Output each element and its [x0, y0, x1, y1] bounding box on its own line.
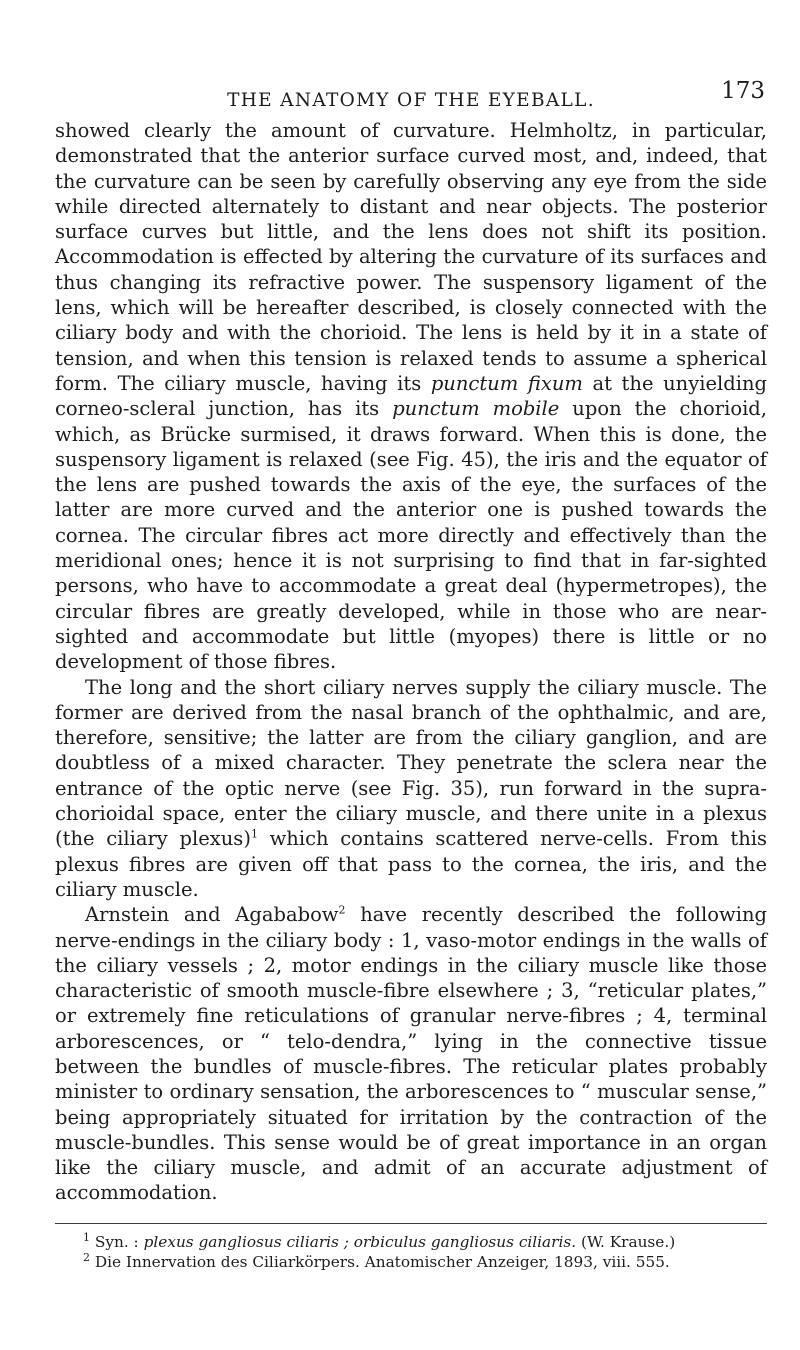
- text-run: showed clearly the amount of curvature. Helmholtz, in particular, demonstrated that the anterior surface curved most, and, indeed, that the curvature can be seen by carefully observing any eye from the side while directed alternately to distant and near objects. The posterior surface curves but little, and the lens does not shift its position. Accommodation is effected by altering the curvature of its surfaces and thus changing its refractive power. The suspensory ligament of the lens, which will be hereafter described, is closely connected with the ciliary body and with the chorioid. The lens is held by it in a state of tension, and when this tension is relaxed tends to assume a spherical form. The ciliary muscle, having its: [55, 119, 767, 395]
- italic-text: punctum mobile: [392, 397, 560, 421]
- text-run: Arnstein and Agababow: [85, 903, 339, 927]
- body-text: [55, 118, 767, 1206]
- footnote-rule: [55, 1223, 767, 1224]
- footnote-marker: 1: [83, 1230, 90, 1244]
- italic-text: plexus gangliosus ciliaris ; orbiculus gangliosus ciliaris.: [143, 1232, 577, 1251]
- text-run: Syn. :: [90, 1232, 144, 1251]
- running-title: THE ANATOMY OF THE EYEBALL.: [227, 90, 595, 111]
- footnote-marker: 2: [338, 903, 346, 917]
- text-run: at the unyielding corneo-scleral junction, has its: [55, 371, 768, 421]
- footnote-marker: 2: [83, 1250, 90, 1264]
- page-number: 173: [721, 78, 765, 104]
- text-run: which contains scattered nerve-cells. From this plexus fibres are given off that pass to the cornea, the iris, and the ciliary muscle.: [55, 827, 767, 901]
- footnote-marker: 1: [250, 827, 258, 841]
- paragraph: [55, 118, 767, 675]
- text-run: (W. Krause.): [576, 1232, 676, 1251]
- text-run: The long and the short ciliary nerves supply the ciliary muscle. The former are derived from the nasal branch of the ophthalmic, and are, therefore, sensitive; the latter are from the ciliary ganglion, and are doubtless of a mixed character. They penetrate the sclera near the entrance of the optic nerve (see Fig. 35), run forward in the supra-chorioidal space, enter the ciliary muscle, and there unite in a plexus (the ciliary plexus): [55, 675, 767, 851]
- footnotes: [55, 1232, 767, 1272]
- footnote: [55, 1232, 767, 1252]
- paragraph: [55, 902, 767, 1206]
- running-head: [55, 78, 767, 118]
- footnote: [55, 1252, 767, 1272]
- italic-text: punctum fixum: [430, 371, 583, 395]
- text-run: have recently described the following nerve-endings in the ciliary body : 1, vaso-motor endings in the walls of the ciliary vessels ; 2, motor endings in the ciliary muscle like those characteristic of smooth muscle-fibre elsewhere ; 3, “reticular plates,” or extremely fine reticulations of granular nerve-fibres ; 4, terminal arborescences, or “ telo-dendra,” lying in the connective tissue between the bundles of muscle-fibres. The reticular plates probably minister to ordinary sensation, the arborescences to “ muscular sense,” being appropriately situated for irritation by the contraction of the muscle-bundles. This sense would be of great importance in an organ like the ciliary muscle, and admit of an accurate adjustment of accommodation.: [55, 903, 767, 1205]
- paragraph: [55, 675, 767, 903]
- text-run: upon the chorioid, which, as Brücke surmised, it draws forward. When this is done, the suspensory ligament is relaxed (see Fig. 45), the iris and the equator of the lens are pushed towards the axis of the eye, the surfaces of the latter are more curved and the anterior one is pushed towards the cornea. The circular fibres act more directly and effectively than the meridional ones; hence it is not surprising to find that in far-sighted persons, who have to accommodate a great deal (hypermetropes), the circular fibres are greatly developed, while in those who are near-sighted and accommodate but little (myopes) there is little or no development of those fibres.: [55, 397, 767, 674]
- book-page: [55, 78, 767, 1272]
- text-run: Die Innervation des Ciliarkörpers. Anatomischer Anzeiger, 1893, viii. 555.: [90, 1252, 670, 1271]
